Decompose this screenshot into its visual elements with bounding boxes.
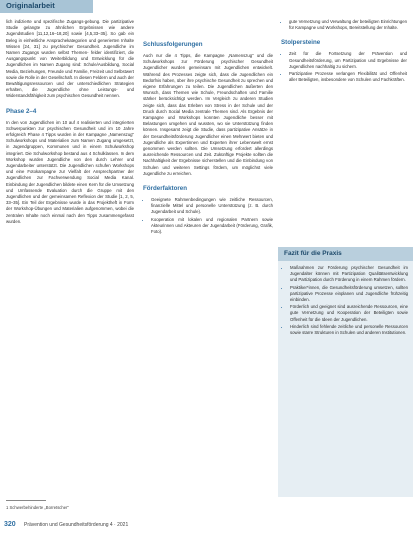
footnote: 1 Schwerbehinderte „Borretscher“ [6,505,69,510]
bullet-list [281,19,407,31]
paragraph: In den von Jugendlichen im 10 auf 4 realisierten und integrierten Schwerpunkten zur psychischen Gesundheit und im 10 Jahre erfolgreich Phase 4 Tipps wurden in der Kampagne „Namenszug“ Schulworkshops und Materialien zum Namen Zugang umgesetzt, in Jugendgruppen, Kommunen und in einem Schulworkshop integriert. Die Schulworkshop bestand aus 4 Schulklassen. In dem Workshop wurden Jugendliche von den durch Lehrer und Jugendarbeiter unterstützt. Die Jugendlichen schufen Workshops und eine Fotokampagne zur Vielfalt der Ansprechpartner der Jugendlichen zur Fachverwendung Social Media Kanal. Einbindung der Jugendlichen bildete einen Kern für die Umsetzung und Umfassende Evaluation durch die Gruppe mit den Jugendlichen und der gemeinsamen Reflexion der Studie [1, 2, 5, 33–35]. Ein Teil der Ergebnisse wurde in das Projektheft in Form der Workshop-Übungen und Materialien aufgenommen, wobei die zentralen Inhalte noch einmal nach den Tipps zusammengefasst wurden. [6,119,134,224]
page-footer [0,517,413,537]
column-1 [6,19,134,225]
list-item: • Förderlich und geeignet sind ausreichende Ressourcen, eine gute Vernetzung und Kooperation der Beteiligten sowie Offenheit für die Ideen der Jugendlichen. [290,304,408,323]
practice-box-body [278,261,413,336]
journal-name: Prävention und Gesundheitsförderung 4 · 2021 [24,522,129,528]
section-heading: Phase 2–4 [6,107,37,115]
bullet-list [281,51,407,83]
list-item: • Kooperation mit lokalen und regionalen Partnern sowie Akteurinnen und Akteuren der Jugendarbeit (Förderung, Grafik, Foto). [151,217,273,236]
list-item: • Geeignete Rahmenbedingungen wie zeitliche Ressourcen, finanzielle Mittel und personelle Unterstützung (z. B. durch Jugendarbeit und Schule). [151,197,273,216]
bullet-list [282,265,408,336]
column-2 [143,19,273,236]
list-item: • Maßnahmen zur Förderung psychischer Gesundheit im Jugendalter können mit Partizipation Qualitätsentwicklung und Partizipation durch Förderung in einem Rahmen fördern. [290,265,408,284]
section-tag-label: Originalarbeit [6,1,55,10]
footnote-rule [6,500,46,501]
paragraph: Auch nur die 4 Tipps, die Kampagne „Namenszug“ und die Schulworkshops zur Förderung psychischer Gesundheit Jugendlicher wurden gemeinsam mit Jugendlichen entwickelt. Während des Prozesses zeigte sich, dass die Jugendlichen ein Bedürfnis haben, über ihre psychische Gesundheit zu sprechen und eigene Erfahrungen zu teilen. Die Jugendlichen äußerten den Wunsch, dass Themen wie Schule, Freundschaften und Familie stärker berücksichtigt werden. Im Vergleich zu anderen Studien zeigte sich, dass das Erleben von Stress in der Schule und der Druck durch Social Media zentrale Themen sind. Als Ergebnis der Kampagne und Workshops konnten Jugendliche besser mit Belastungen umgehen und wussten, wo sie Unterstützung finden können. Insgesamt zeigt die Studie, dass partizipative Ansätze in der Gesundheitsförderung Jugendlicher einen Mehrwert bieten und Jugendliche als Expertinnen und Experten ihrer Lebenswelt ernst genommen werden sollten. Die Umsetzung erfordert allerdings ausreichende Ressourcen und Zeit. Zukünftige Projekte sollten die Nachhaltigkeit der Ergebnisse sicherstellen und die Einbindung von Schulen und weiteren Settings fördern, um möglichst viele Jugendliche zu erreichen. [143,53,273,176]
page-number: 320 [4,521,16,528]
section-heading: Förderfaktoren [143,185,188,193]
practice-box [278,247,413,497]
paragraph: lich indizierte und spezifische Zugangs-gebung. Die partizipative Studie gelangte zu ähnlichen Ergebnissen wie andere Jugendstudien [11,12,16–18,20] sowie [4,5,33–35]. So gab ein Beleg in einheitliche Ansprachekategorien und generierten Inhalte Wissen [24, 31] zu psychischer Gesundheit. Jugendliche im Namen Zugangs wurden selbst Themen- felder identifiziert, die Ausgangspunkt von Weiterbildung und Entwicklung für die Jugendlichen im Namen Zugang sind: Schule/Ausbildung, Social Media, Beziehungen, Freunde und Familie, Freizeit und Selbstwert sowie die Rolle in der Gesellschaft. In diesen Feldern und auch der Bewältigungsressourcen und der unterschiedlichen Strategien erhalten, die Jugendliche ohne Leistungs- und Widerstandsfähigkeit zum psychischen Gesundheit nennen. [6,19,134,99]
bullet-list [143,197,273,235]
column-3 [281,19,407,84]
list-item: • Zeit für die Fortsetzung der Prävention und Gesundheitsförderung, um Partizipation und Ergebnisse der Jugendlichen nachhaltig zu sichern. [289,51,407,70]
list-item: • Partizipative Prozesse verlangen Flexibilität und Offenheit aller Beteiligten, insbesondere von Schulen und Fachkräften. [289,71,407,83]
section-heading: Stolpersteine [281,39,321,47]
list-item: • Hinderlich sind fehlende zeitliche und personelle Ressourcen sowie starre Strukturen in Schulen und anderen Institutionen. [290,324,408,336]
section-heading: Schlussfolgerungen [143,41,203,48]
list-item: • Praktiker*innen, die Gesundheitsförderung umsetzen, sollten partizipative Prozesse einplanen und Jugendliche frühzeitig einbinden. [290,285,408,304]
section-tag [0,0,93,13]
practice-box-title: Fazit für die Praxis [278,247,413,261]
list-item: • gute Vernetzung und Verwaltung der beteiligten Einrichtungen für Kampagne und Workshops, Bereitstellung der Inhalte. [289,19,407,31]
